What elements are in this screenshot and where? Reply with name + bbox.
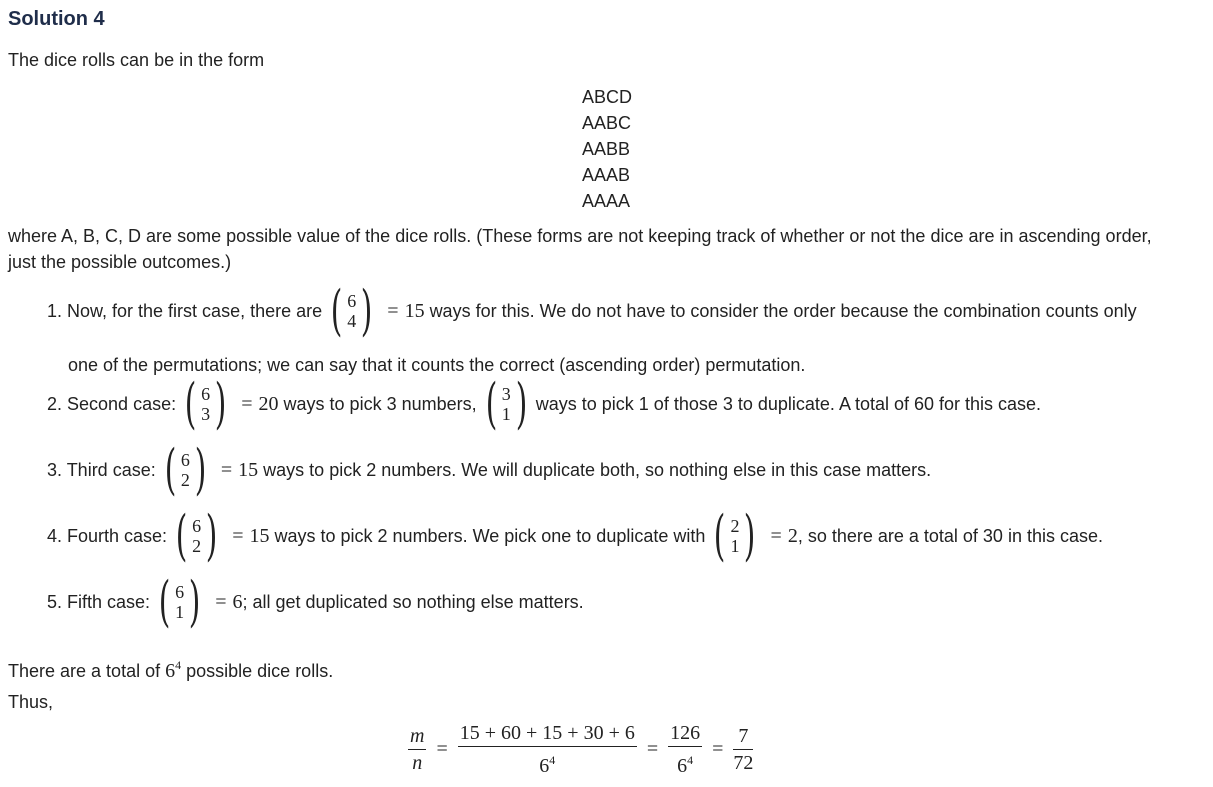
case-middle: ways to pick 3 numbers, (283, 393, 477, 414)
sum-den-exp: 4 (549, 753, 556, 767)
form-item: AABB (582, 139, 631, 159)
case-prefix: 2. Second case: (47, 393, 177, 414)
mid-den-base: 6 (677, 755, 688, 777)
binom-n: 6 (180, 450, 190, 470)
binom-k: 2 (192, 536, 202, 556)
case-result: 15 (238, 458, 259, 481)
sum-den-base: 6 (539, 755, 550, 777)
case-item-2: 2. Second case: ( 6 3 ) = 20 ways to pick 3 numbers, ( 3 1 ) ways to pick 1 of those 3 to duplicate. A total of 60 for this case. (47, 372, 1042, 435)
case-result-2: 2 (787, 524, 798, 547)
binom-k: 2 (180, 470, 190, 490)
case-suffix: , so there are a total of 30 in this case. (797, 525, 1103, 546)
binom-k: 4 (347, 311, 357, 331)
binom-n: 2 (730, 516, 740, 536)
case-prefix: 5. Fifth case: (47, 591, 151, 612)
case-prefix: 1. Now, for the first case, there are (47, 300, 323, 321)
case-item-1: 1. Now, for the first case, there are ( 6 4 ) = 15 ways for this. We do not have to consider the order because the combination counts only (47, 279, 1137, 342)
form-item: AAAA (582, 191, 631, 211)
where-text: where A, B, C, D are some possible value of the dice rolls. (These forms are not keeping track of whether or not the dice are in ascending order, (8, 226, 1152, 246)
case-1-continuation: one of the permutations; we can say that it counts the correct (ascending order) permutation. (68, 355, 806, 375)
lhs-num: m (410, 725, 425, 747)
form-item: AAAB (582, 165, 631, 185)
case-prefix: 4. Fourth case: (47, 525, 168, 546)
ans-den: 72 (733, 752, 754, 774)
thus-text: Thus, (8, 692, 54, 712)
case-item-3: 3. Third case: ( 6 2 ) = 15 ways to pick 2 numbers. We will duplicate both, so nothing else in this case matters. (47, 438, 932, 501)
binom-n: 6 (192, 516, 202, 536)
binom-n: 6 (201, 384, 211, 404)
total-prefix: There are a total of (8, 661, 161, 681)
binom-n: 6 (347, 291, 357, 311)
lhs-fraction (408, 723, 426, 776)
case-item-4: 4. Fourth case: ( 6 2 ) = 15 ways to pick 2 numbers. We pick one to duplicate with ( 2 1 ) = 2 , so there are a total of 30 in this case. (47, 504, 1103, 567)
case-suffix: ways for this. We do not have to consider the order because the combination counts only (429, 300, 1137, 321)
total-exp: 4 (175, 658, 182, 672)
binomial: ( 6 4 ) (330, 279, 373, 342)
intro-text: The dice rolls can be in the form (8, 50, 265, 70)
answer-fraction (733, 723, 753, 776)
binomial: ( 6 1 ) (158, 570, 201, 633)
sum-num: 15 + 60 + 15 + 30 + 6 (459, 722, 635, 744)
total-text (8, 652, 333, 684)
sum-fraction (458, 720, 637, 779)
ans-num: 7 (738, 725, 749, 747)
mid-num: 126 (670, 722, 701, 744)
binomial-2: ( 2 1 ) (714, 504, 756, 567)
binom-n: 3 (501, 384, 511, 404)
total-base: 6 (165, 660, 176, 682)
binomial: ( 6 3 ) (184, 372, 227, 435)
case-result: 15 (404, 299, 425, 322)
binomial: ( 6 2 ) (164, 438, 207, 501)
mid-fraction (668, 720, 702, 779)
binom-k: 1 (730, 536, 740, 556)
page-title: Solution 4 (8, 8, 105, 30)
case-result: 20 (258, 392, 279, 415)
final-equation: $\frac{m}{n}$ = $\frac{15 + 60 + 15 + 30 + 6}{6^4}$ = $\frac{126}{6^4}$ = $\frac{7}{72}$ (410, 722, 754, 777)
where-text-2: just the possible outcomes.) (8, 252, 232, 272)
binomial: ( 6 2 ) (175, 504, 218, 567)
case-result: 6 (232, 590, 243, 613)
case-item-5: 5. Fifth case: ( 6 1 ) = 6 ; all get duplicated so nothing else matters. (47, 570, 584, 633)
mid-den-exp: 4 (687, 753, 694, 767)
total-suffix: possible dice rolls. (186, 661, 334, 681)
form-item: ABCD (582, 87, 633, 107)
case-prefix: 3. Third case: (47, 459, 156, 480)
binomial-2: ( 3 1 ) (485, 372, 528, 435)
case-suffix: ways to pick 1 of those 3 to duplicate. A total of 60 for this case. (535, 393, 1042, 414)
case-suffix: ; all get duplicated so nothing else matters. (242, 591, 584, 612)
case-suffix: ways to pick 2 numbers. We will duplicate both, so nothing else in this case matters. (263, 459, 932, 480)
lhs-den: n (412, 752, 423, 774)
binom-n: 6 (175, 582, 185, 602)
case-middle: ways to pick 2 numbers. We pick one to duplicate with (274, 525, 706, 546)
binom-k: 1 (175, 602, 185, 622)
form-item: AABC (582, 113, 632, 133)
binom-k: 3 (201, 404, 211, 424)
binom-k: 1 (501, 404, 511, 424)
case-result: 15 (249, 524, 270, 547)
dice-forms-list (582, 84, 632, 214)
